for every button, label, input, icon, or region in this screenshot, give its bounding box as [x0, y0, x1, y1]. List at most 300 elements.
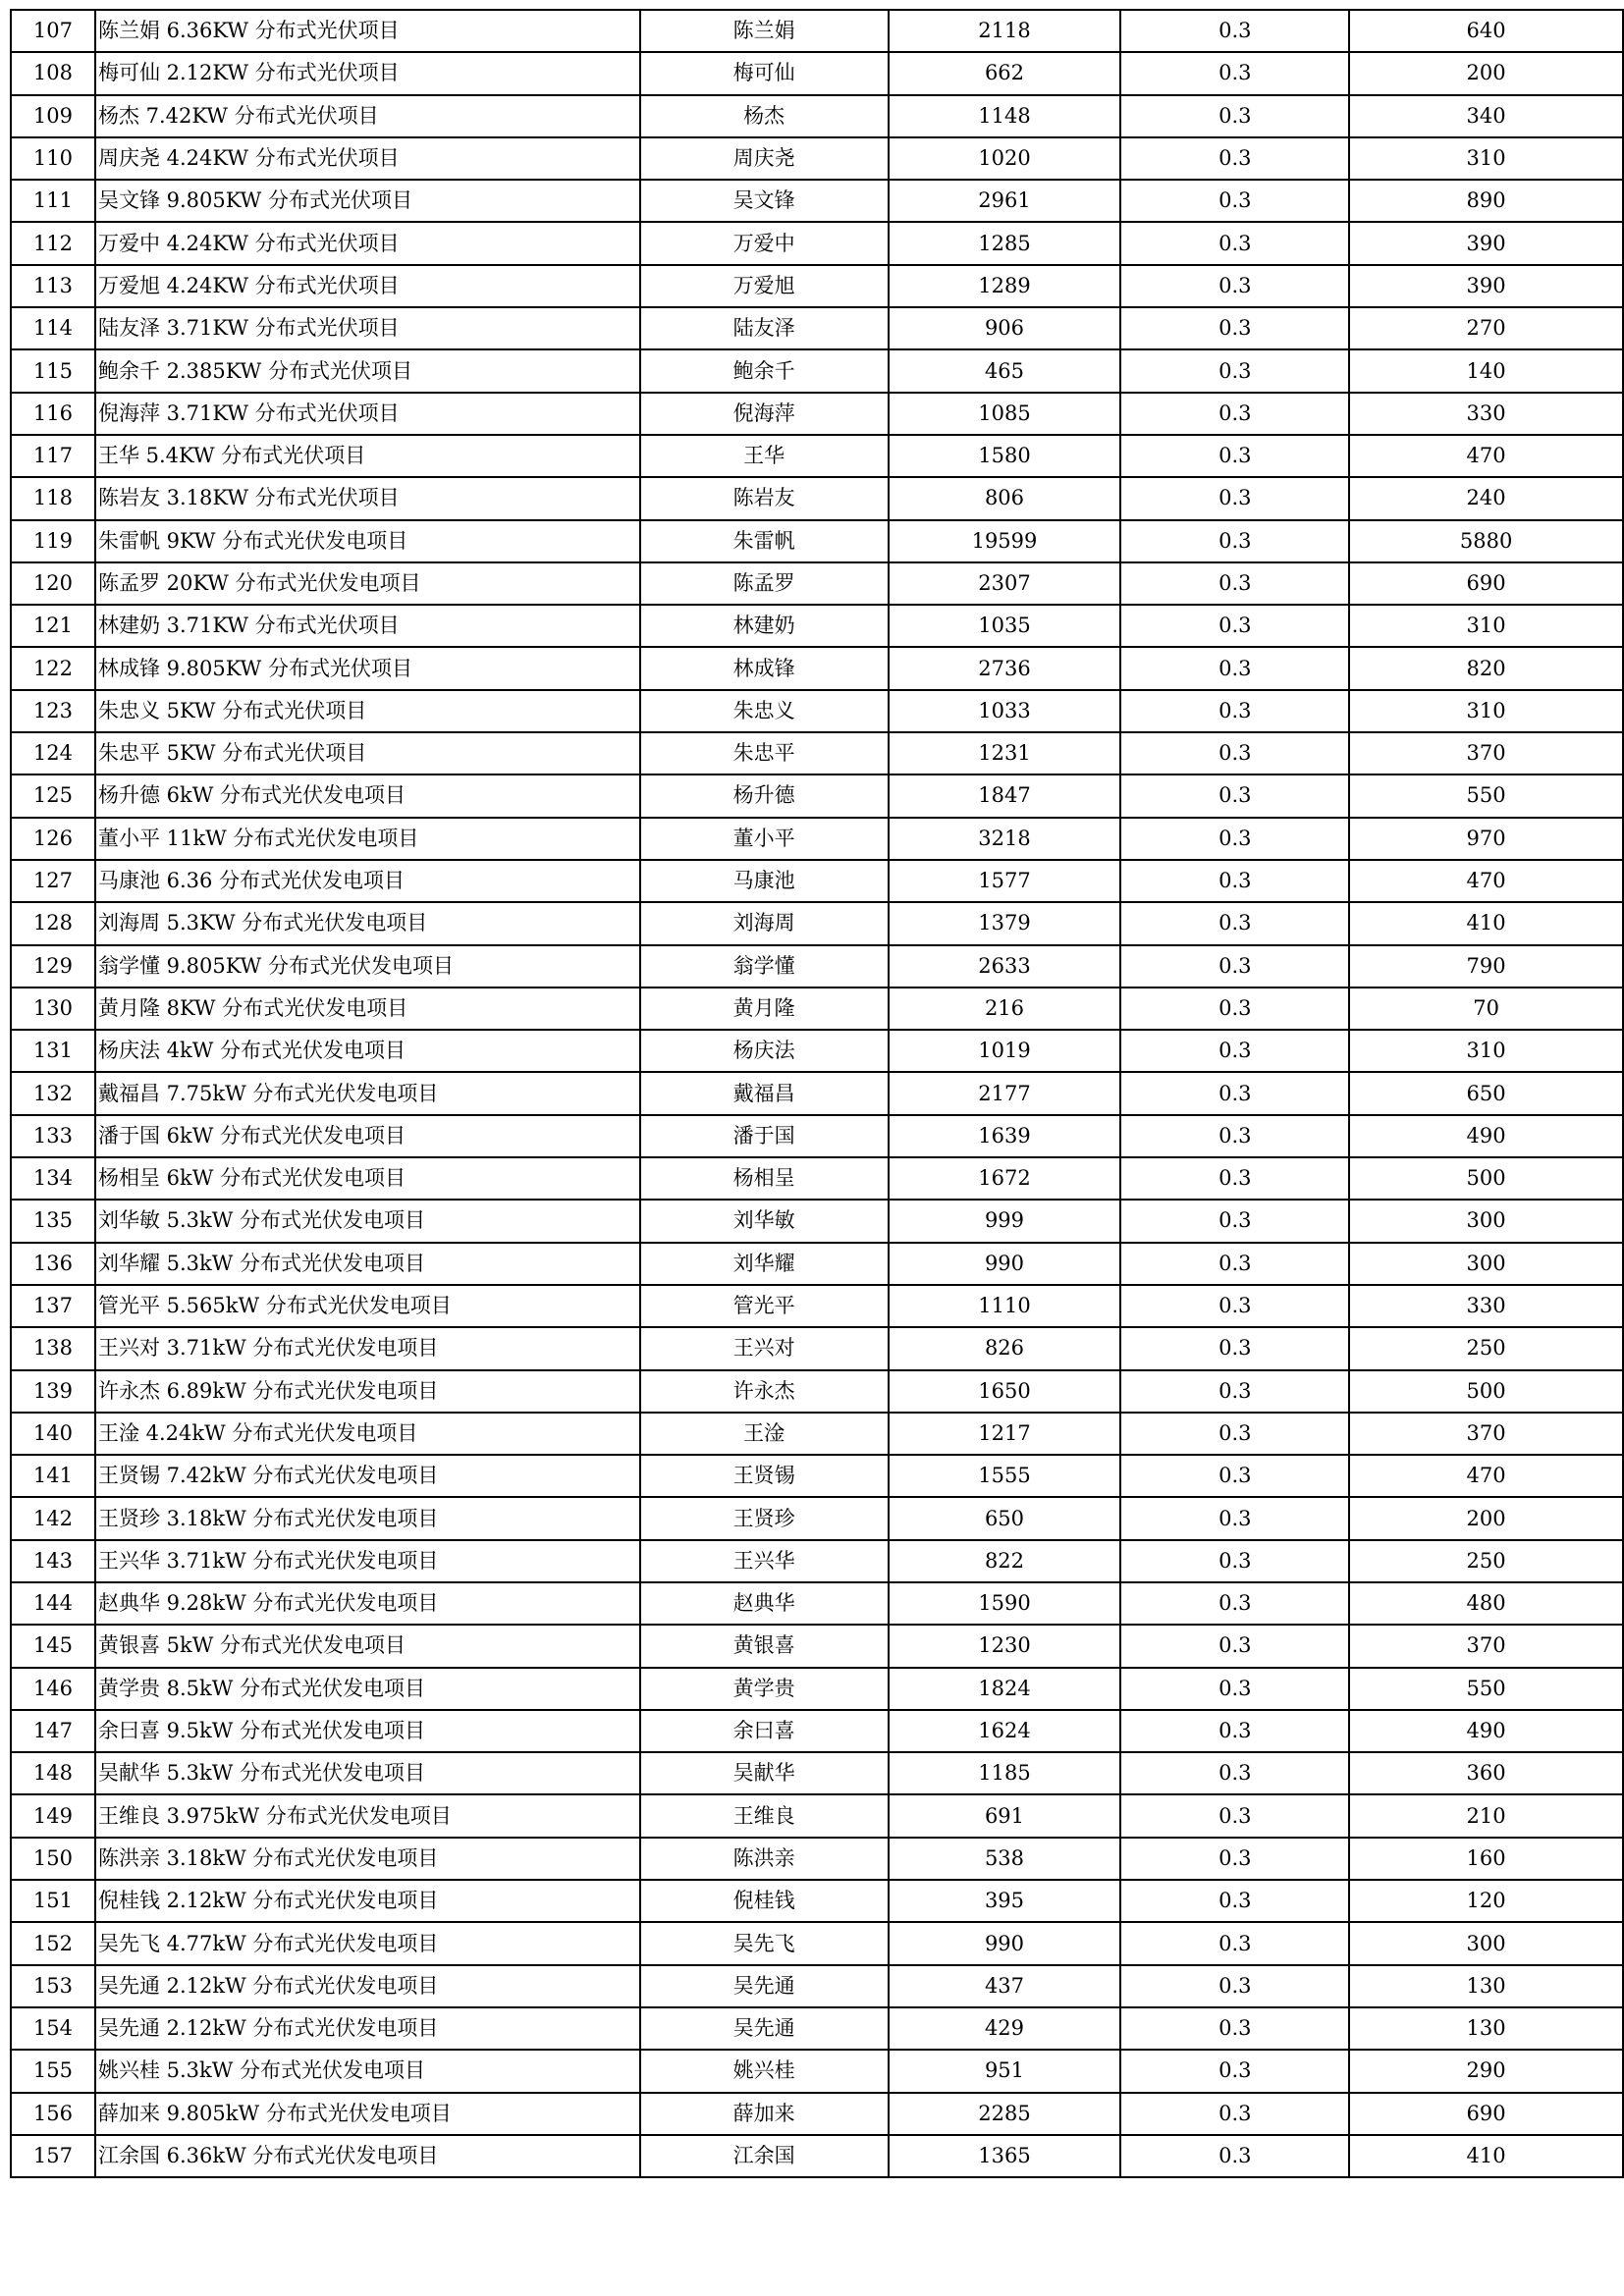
row-number: 110 [11, 137, 95, 180]
subsidy-rate: 0.3 [1120, 1157, 1349, 1200]
generation-kwh: 437 [889, 1965, 1121, 2007]
row-number: 146 [11, 1668, 95, 1710]
row-number: 134 [11, 1157, 95, 1200]
owner-name: 万爱中 [640, 222, 889, 264]
generation-kwh: 1148 [889, 95, 1121, 137]
project-name: 王贤锡 7.42kW 分布式光伏发电项目 [95, 1455, 640, 1497]
subsidy-amount: 130 [1349, 2007, 1623, 2050]
project-name: 倪桂钱 2.12kW 分布式光伏发电项目 [95, 1880, 640, 1922]
generation-kwh: 216 [889, 988, 1121, 1030]
row-number: 129 [11, 945, 95, 988]
project-name: 刘华耀 5.3kW 分布式光伏发电项目 [95, 1243, 640, 1285]
row-number: 136 [11, 1243, 95, 1285]
generation-kwh: 1639 [889, 1115, 1121, 1157]
owner-name: 周庆尧 [640, 137, 889, 180]
subsidy-amount: 500 [1349, 1157, 1623, 1200]
owner-name: 杨杰 [640, 95, 889, 137]
subsidy-amount: 270 [1349, 307, 1623, 349]
table-row [11, 1838, 1623, 1880]
generation-kwh: 2961 [889, 180, 1121, 222]
subsidy-rate: 0.3 [1120, 10, 1349, 52]
table-row [11, 2093, 1623, 2135]
generation-kwh: 1672 [889, 1157, 1121, 1200]
subsidy-amount: 300 [1349, 1922, 1623, 1964]
subsidy-amount: 480 [1349, 1582, 1623, 1625]
subsidy-rate: 0.3 [1120, 647, 1349, 689]
subsidy-amount: 490 [1349, 1710, 1623, 1752]
table-row [11, 1540, 1623, 1582]
table-row [11, 2050, 1623, 2092]
generation-kwh: 2633 [889, 945, 1121, 988]
subsidy-rate: 0.3 [1120, 1200, 1349, 1242]
row-number: 156 [11, 2093, 95, 2135]
owner-name: 江余国 [640, 2135, 889, 2177]
subsidy-amount: 390 [1349, 222, 1623, 264]
generation-kwh: 806 [889, 477, 1121, 519]
generation-kwh: 465 [889, 349, 1121, 392]
generation-kwh: 1217 [889, 1413, 1121, 1455]
subsidy-rate: 0.3 [1120, 180, 1349, 222]
table-row [11, 1370, 1623, 1413]
generation-kwh: 2118 [889, 10, 1121, 52]
subsidy-amount: 360 [1349, 1752, 1623, 1794]
table-row [11, 1794, 1623, 1837]
owner-name: 林成锋 [640, 647, 889, 689]
table-row [11, 1030, 1623, 1072]
row-number: 133 [11, 1115, 95, 1157]
owner-name: 黄学贵 [640, 1668, 889, 1710]
owner-name: 赵典华 [640, 1582, 889, 1625]
table-row [11, 95, 1623, 137]
table-row [11, 477, 1623, 519]
owner-name: 吴献华 [640, 1752, 889, 1794]
owner-name: 刘海周 [640, 902, 889, 944]
generation-kwh: 1590 [889, 1582, 1121, 1625]
subsidy-rate: 0.3 [1120, 52, 1349, 94]
subsidy-rate: 0.3 [1120, 1072, 1349, 1114]
subsidy-amount: 410 [1349, 902, 1623, 944]
table-row [11, 349, 1623, 392]
row-number: 125 [11, 774, 95, 817]
table-row [11, 690, 1623, 732]
subsidy-amount: 970 [1349, 818, 1623, 860]
owner-name: 杨庆法 [640, 1030, 889, 1072]
generation-kwh: 1624 [889, 1710, 1121, 1752]
subsidy-rate: 0.3 [1120, 307, 1349, 349]
subsidy-amount: 690 [1349, 562, 1623, 605]
project-name: 王兴华 3.71kW 分布式光伏发电项目 [95, 1540, 640, 1582]
row-number: 126 [11, 818, 95, 860]
subsidy-rate: 0.3 [1120, 1838, 1349, 1880]
owner-name: 管光平 [640, 1285, 889, 1327]
subsidy-rate: 0.3 [1120, 1710, 1349, 1752]
row-number: 150 [11, 1838, 95, 1880]
subsidy-rate: 0.3 [1120, 902, 1349, 944]
owner-name: 陈洪亲 [640, 1838, 889, 1880]
subsidy-amount: 330 [1349, 393, 1623, 435]
table-row [11, 1625, 1623, 1667]
project-name: 管光平 5.565kW 分布式光伏发电项目 [95, 1285, 640, 1327]
owner-name: 吴先飞 [640, 1922, 889, 1964]
table-row [11, 732, 1623, 774]
owner-name: 陈孟罗 [640, 562, 889, 605]
table-row [11, 222, 1623, 264]
project-name: 戴福昌 7.75kW 分布式光伏发电项目 [95, 1072, 640, 1114]
row-number: 118 [11, 477, 95, 519]
project-name: 杨庆法 4kW 分布式光伏发电项目 [95, 1030, 640, 1072]
subsidy-amount: 470 [1349, 860, 1623, 902]
row-number: 141 [11, 1455, 95, 1497]
project-name: 鲍余千 2.385KW 分布式光伏项目 [95, 349, 640, 392]
project-name: 董小平 11kW 分布式光伏发电项目 [95, 818, 640, 860]
owner-name: 杨升德 [640, 774, 889, 817]
subsidy-rate: 0.3 [1120, 1582, 1349, 1625]
subsidy-amount: 490 [1349, 1115, 1623, 1157]
subsidy-rate: 0.3 [1120, 1922, 1349, 1964]
subsidy-amount: 160 [1349, 1838, 1623, 1880]
table-row [11, 902, 1623, 944]
project-name: 万爱中 4.24KW 分布式光伏项目 [95, 222, 640, 264]
owner-name: 黄月隆 [640, 988, 889, 1030]
project-name: 万爱旭 4.24KW 分布式光伏项目 [95, 265, 640, 307]
project-name: 陈洪亲 3.18kW 分布式光伏发电项目 [95, 1838, 640, 1880]
generation-kwh: 538 [889, 1838, 1121, 1880]
owner-name: 王维良 [640, 1794, 889, 1837]
project-name: 梅可仙 2.12KW 分布式光伏项目 [95, 52, 640, 94]
table-row [11, 1327, 1623, 1369]
project-name: 朱雷帆 9KW 分布式光伏发电项目 [95, 520, 640, 562]
generation-kwh: 3218 [889, 818, 1121, 860]
owner-name: 姚兴桂 [640, 2050, 889, 2092]
owner-name: 王兴华 [640, 1540, 889, 1582]
subsidy-amount: 890 [1349, 180, 1623, 222]
table-row [11, 520, 1623, 562]
row-number: 153 [11, 1965, 95, 2007]
table-row [11, 1497, 1623, 1539]
owner-name: 林建奶 [640, 605, 889, 647]
generation-kwh: 1185 [889, 1752, 1121, 1794]
row-number: 113 [11, 265, 95, 307]
subsidy-table [10, 9, 1624, 2178]
subsidy-rate: 0.3 [1120, 605, 1349, 647]
subsidy-amount: 140 [1349, 349, 1623, 392]
table-row [11, 10, 1623, 52]
table-row [11, 1965, 1623, 2007]
project-name: 王华 5.4KW 分布式光伏项目 [95, 435, 640, 477]
row-number: 132 [11, 1072, 95, 1114]
generation-kwh: 1847 [889, 774, 1121, 817]
generation-kwh: 429 [889, 2007, 1121, 2050]
project-name: 朱忠义 5KW 分布式光伏项目 [95, 690, 640, 732]
subsidy-rate: 0.3 [1120, 945, 1349, 988]
project-name: 刘华敏 5.3kW 分布式光伏发电项目 [95, 1200, 640, 1242]
table-row [11, 1072, 1623, 1114]
generation-kwh: 1020 [889, 137, 1121, 180]
table-row [11, 1413, 1623, 1455]
row-number: 149 [11, 1794, 95, 1837]
owner-name: 王淦 [640, 1413, 889, 1455]
subsidy-amount: 290 [1349, 2050, 1623, 2092]
subsidy-amount: 370 [1349, 1625, 1623, 1667]
generation-kwh: 1110 [889, 1285, 1121, 1327]
table-row [11, 1285, 1623, 1327]
row-number: 154 [11, 2007, 95, 2050]
subsidy-rate: 0.3 [1120, 2093, 1349, 2135]
row-number: 121 [11, 605, 95, 647]
generation-kwh: 822 [889, 1540, 1121, 1582]
generation-kwh: 990 [889, 1243, 1121, 1285]
generation-kwh: 2285 [889, 2093, 1121, 2135]
generation-kwh: 906 [889, 307, 1121, 349]
project-name: 倪海萍 3.71KW 分布式光伏项目 [95, 393, 640, 435]
generation-kwh: 1019 [889, 1030, 1121, 1072]
owner-name: 陈岩友 [640, 477, 889, 519]
subsidy-amount: 310 [1349, 1030, 1623, 1072]
project-name: 周庆尧 4.24KW 分布式光伏项目 [95, 137, 640, 180]
owner-name: 刘华耀 [640, 1243, 889, 1285]
owner-name: 吴文锋 [640, 180, 889, 222]
owner-name: 王贤锡 [640, 1455, 889, 1497]
owner-name: 鲍余千 [640, 349, 889, 392]
generation-kwh: 1085 [889, 393, 1121, 435]
subsidy-amount: 310 [1349, 605, 1623, 647]
subsidy-amount: 550 [1349, 1668, 1623, 1710]
subsidy-rate: 0.3 [1120, 1965, 1349, 2007]
subsidy-amount: 790 [1349, 945, 1623, 988]
project-name: 王维良 3.975kW 分布式光伏发电项目 [95, 1794, 640, 1837]
row-number: 130 [11, 988, 95, 1030]
subsidy-rate: 0.3 [1120, 1413, 1349, 1455]
row-number: 157 [11, 2135, 95, 2177]
owner-name: 陆友泽 [640, 307, 889, 349]
subsidy-rate: 0.3 [1120, 1625, 1349, 1667]
subsidy-amount: 5880 [1349, 520, 1623, 562]
project-name: 朱忠平 5KW 分布式光伏项目 [95, 732, 640, 774]
row-number: 115 [11, 349, 95, 392]
table-row [11, 774, 1623, 817]
subsidy-rate: 0.3 [1120, 690, 1349, 732]
subsidy-rate: 0.3 [1120, 393, 1349, 435]
project-name: 杨杰 7.42KW 分布式光伏项目 [95, 95, 640, 137]
row-number: 127 [11, 860, 95, 902]
table-row [11, 307, 1623, 349]
subsidy-rate: 0.3 [1120, 1243, 1349, 1285]
owner-name: 刘华敏 [640, 1200, 889, 1242]
subsidy-rate: 0.3 [1120, 988, 1349, 1030]
row-number: 143 [11, 1540, 95, 1582]
subsidy-amount: 250 [1349, 1540, 1623, 1582]
subsidy-amount: 250 [1349, 1327, 1623, 1369]
project-name: 陆友泽 3.71KW 分布式光伏项目 [95, 307, 640, 349]
subsidy-amount: 310 [1349, 690, 1623, 732]
subsidy-rate: 0.3 [1120, 562, 1349, 605]
project-name: 杨升德 6kW 分布式光伏发电项目 [95, 774, 640, 817]
generation-kwh: 1365 [889, 2135, 1121, 2177]
project-name: 陈兰娟 6.36KW 分布式光伏项目 [95, 10, 640, 52]
owner-name: 万爱旭 [640, 265, 889, 307]
subsidy-amount: 310 [1349, 137, 1623, 180]
owner-name: 黄银喜 [640, 1625, 889, 1667]
generation-kwh: 1577 [889, 860, 1121, 902]
project-name: 陈岩友 3.18KW 分布式光伏项目 [95, 477, 640, 519]
table-row [11, 1243, 1623, 1285]
table-row [11, 988, 1623, 1030]
subsidy-amount: 330 [1349, 1285, 1623, 1327]
generation-kwh: 1379 [889, 902, 1121, 944]
row-number: 109 [11, 95, 95, 137]
subsidy-amount: 500 [1349, 1370, 1623, 1413]
row-number: 128 [11, 902, 95, 944]
subsidy-amount: 120 [1349, 1880, 1623, 1922]
owner-name: 王贤珍 [640, 1497, 889, 1539]
table-body [11, 10, 1623, 2177]
owner-name: 倪海萍 [640, 393, 889, 435]
subsidy-rate: 0.3 [1120, 818, 1349, 860]
subsidy-amount: 390 [1349, 265, 1623, 307]
project-name: 潘于国 6kW 分布式光伏发电项目 [95, 1115, 640, 1157]
subsidy-amount: 70 [1349, 988, 1623, 1030]
table-row [11, 860, 1623, 902]
owner-name: 薛加来 [640, 2093, 889, 2135]
subsidy-rate: 0.3 [1120, 349, 1349, 392]
table-row [11, 1115, 1623, 1157]
table-row [11, 562, 1623, 605]
owner-name: 倪桂钱 [640, 1880, 889, 1922]
subsidy-rate: 0.3 [1120, 1285, 1349, 1327]
subsidy-amount: 240 [1349, 477, 1623, 519]
table-row [11, 1752, 1623, 1794]
generation-kwh: 999 [889, 1200, 1121, 1242]
subsidy-rate: 0.3 [1120, 1327, 1349, 1369]
generation-kwh: 951 [889, 2050, 1121, 2092]
owner-name: 吴先通 [640, 2007, 889, 2050]
project-name: 王兴对 3.71kW 分布式光伏发电项目 [95, 1327, 640, 1369]
table-row [11, 1157, 1623, 1200]
owner-name: 朱忠平 [640, 732, 889, 774]
generation-kwh: 2736 [889, 647, 1121, 689]
row-number: 123 [11, 690, 95, 732]
owner-name: 翁学懂 [640, 945, 889, 988]
owner-name: 马康池 [640, 860, 889, 902]
owner-name: 吴先通 [640, 1965, 889, 2007]
table-row [11, 1582, 1623, 1625]
row-number: 108 [11, 52, 95, 94]
project-name: 吴先通 2.12kW 分布式光伏发电项目 [95, 1965, 640, 2007]
subsidy-amount: 130 [1349, 1965, 1623, 2007]
table-row [11, 605, 1623, 647]
owner-name: 杨相呈 [640, 1157, 889, 1200]
subsidy-amount: 210 [1349, 1794, 1623, 1837]
subsidy-amount: 650 [1349, 1072, 1623, 1114]
owner-name: 朱忠义 [640, 690, 889, 732]
owner-name: 梅可仙 [640, 52, 889, 94]
subsidy-rate: 0.3 [1120, 1030, 1349, 1072]
project-name: 赵典华 9.28kW 分布式光伏发电项目 [95, 1582, 640, 1625]
generation-kwh: 1033 [889, 690, 1121, 732]
table-row [11, 647, 1623, 689]
project-name: 黄学贵 8.5kW 分布式光伏发电项目 [95, 1668, 640, 1710]
owner-name: 许永杰 [640, 1370, 889, 1413]
table-row [11, 1455, 1623, 1497]
table-row [11, 945, 1623, 988]
project-name: 马康池 6.36 分布式光伏发电项目 [95, 860, 640, 902]
row-number: 140 [11, 1413, 95, 1455]
project-name: 姚兴桂 5.3kW 分布式光伏发电项目 [95, 2050, 640, 2092]
owner-name: 朱雷帆 [640, 520, 889, 562]
generation-kwh: 1035 [889, 605, 1121, 647]
subsidy-amount: 820 [1349, 647, 1623, 689]
subsidy-rate: 0.3 [1120, 222, 1349, 264]
subsidy-rate: 0.3 [1120, 860, 1349, 902]
generation-kwh: 1555 [889, 1455, 1121, 1497]
subsidy-amount: 410 [1349, 2135, 1623, 2177]
generation-kwh: 1285 [889, 222, 1121, 264]
subsidy-rate: 0.3 [1120, 1497, 1349, 1539]
subsidy-rate: 0.3 [1120, 1880, 1349, 1922]
owner-name: 王兴对 [640, 1327, 889, 1369]
owner-name: 王华 [640, 435, 889, 477]
subsidy-rate: 0.3 [1120, 1668, 1349, 1710]
subsidy-rate: 0.3 [1120, 2050, 1349, 2092]
generation-kwh: 395 [889, 1880, 1121, 1922]
subsidy-rate: 0.3 [1120, 1794, 1349, 1837]
owner-name: 陈兰娟 [640, 10, 889, 52]
row-number: 148 [11, 1752, 95, 1794]
table-row [11, 1200, 1623, 1242]
table-row [11, 52, 1623, 94]
table-row [11, 2007, 1623, 2050]
subsidy-rate: 0.3 [1120, 1540, 1349, 1582]
row-number: 122 [11, 647, 95, 689]
table-row [11, 137, 1623, 180]
subsidy-rate: 0.3 [1120, 1455, 1349, 1497]
project-name: 吴文锋 9.805KW 分布式光伏项目 [95, 180, 640, 222]
row-number: 151 [11, 1880, 95, 1922]
subsidy-amount: 470 [1349, 1455, 1623, 1497]
owner-name: 董小平 [640, 818, 889, 860]
generation-kwh: 826 [889, 1327, 1121, 1369]
project-name: 王贤珍 3.18kW 分布式光伏发电项目 [95, 1497, 640, 1539]
generation-kwh: 1230 [889, 1625, 1121, 1667]
subsidy-amount: 300 [1349, 1243, 1623, 1285]
table-row [11, 180, 1623, 222]
row-number: 107 [11, 10, 95, 52]
row-number: 111 [11, 180, 95, 222]
row-number: 139 [11, 1370, 95, 1413]
table-row [11, 265, 1623, 307]
subsidy-rate: 0.3 [1120, 95, 1349, 137]
row-number: 137 [11, 1285, 95, 1327]
generation-kwh: 2177 [889, 1072, 1121, 1114]
table-row [11, 435, 1623, 477]
table-row [11, 1710, 1623, 1752]
project-name: 江余国 6.36kW 分布式光伏发电项目 [95, 2135, 640, 2177]
row-number: 147 [11, 1710, 95, 1752]
generation-kwh: 1289 [889, 265, 1121, 307]
row-number: 114 [11, 307, 95, 349]
project-name: 余曰喜 9.5kW 分布式光伏发电项目 [95, 1710, 640, 1752]
owner-name: 潘于国 [640, 1115, 889, 1157]
subsidy-amount: 340 [1349, 95, 1623, 137]
project-name: 翁学懂 9.805KW 分布式光伏发电项目 [95, 945, 640, 988]
table-row [11, 818, 1623, 860]
project-name: 吴先飞 4.77kW 分布式光伏发电项目 [95, 1922, 640, 1964]
generation-kwh: 1824 [889, 1668, 1121, 1710]
generation-kwh: 19599 [889, 520, 1121, 562]
subsidy-amount: 300 [1349, 1200, 1623, 1242]
generation-kwh: 691 [889, 1794, 1121, 1837]
project-name: 许永杰 6.89kW 分布式光伏发电项目 [95, 1370, 640, 1413]
